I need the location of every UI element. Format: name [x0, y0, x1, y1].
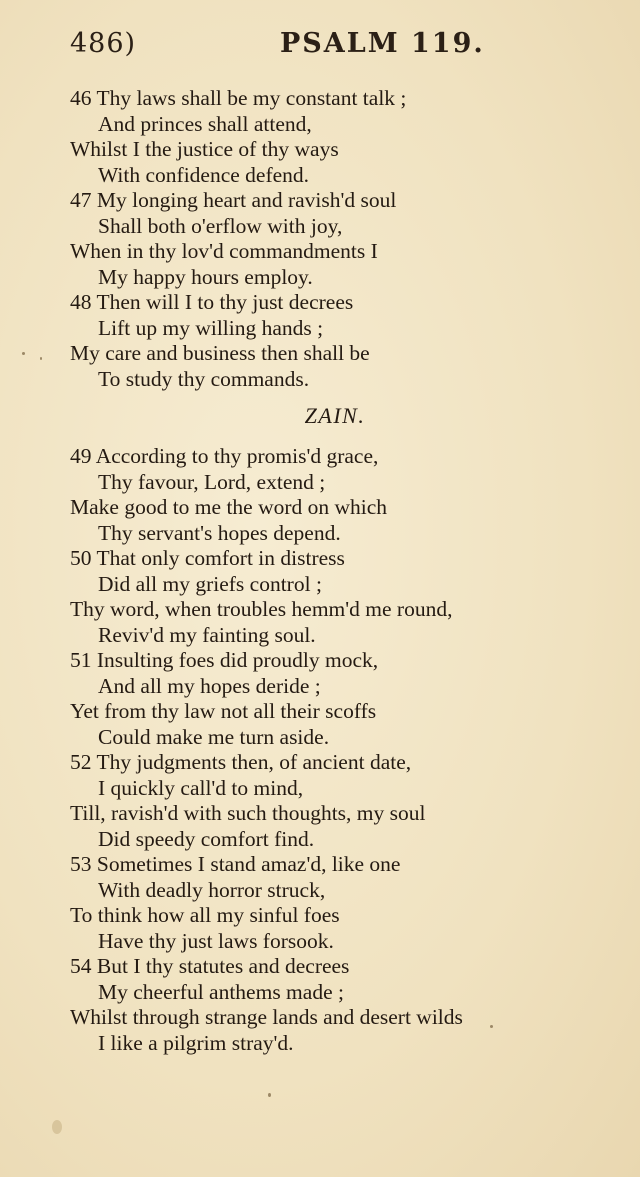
verse-line: 49 According to thy promis'd grace,: [70, 444, 379, 468]
verse-line: Did all my griefs control ;: [98, 571, 322, 596]
verse-line: Could make me turn aside.: [98, 724, 330, 749]
verse-line: My care and business then shall be: [70, 341, 370, 365]
verse-line: Lift up my willing hands ;: [98, 315, 324, 340]
verse-line: And princes shall attend,: [98, 111, 312, 136]
stanza-52: [70, 750, 630, 852]
paper-speck: [40, 357, 42, 360]
verse-line: When in thy lov'd commandments I: [70, 239, 378, 263]
verse-line: Whilst I the justice of thy ways: [70, 137, 339, 161]
verse-line: 52 Thy judgments then, of ancient date,: [70, 750, 412, 774]
paper-speck: [490, 1025, 493, 1028]
paper-speck: [268, 1093, 271, 1097]
verse-line: My cheerful anthems made ;: [98, 979, 344, 1004]
paper-speck: [52, 1120, 62, 1134]
verse-line: My happy hours employ.: [98, 264, 313, 289]
verse-line: Whilst through strange lands and desert wilds: [70, 1005, 463, 1029]
verse-line: I like a pilgrim stray'd.: [98, 1030, 294, 1055]
stanza-54: [70, 954, 630, 1056]
section-heading: ZAIN.: [304, 403, 366, 428]
verse-line: Thy servant's hopes depend.: [98, 520, 341, 545]
verse-line: Thy favour, Lord, extend ;: [98, 469, 326, 494]
verse-line: 50 That only comfort in distress: [70, 546, 345, 570]
verse-line: 48 Then will I to thy just decrees: [70, 290, 354, 314]
verse-line: 47 My longing heart and ravish'd soul: [70, 188, 397, 212]
verse-line: 46 Thy laws shall be my constant talk ;: [70, 86, 407, 110]
verse-line: I quickly call'd to mind,: [98, 775, 304, 800]
verse-line: Reviv'd my fainting soul.: [98, 622, 316, 647]
running-title: PSALM 119.: [280, 28, 485, 59]
page-header: [70, 22, 590, 72]
verse-line: 51 Insulting foes did proudly mock,: [70, 648, 379, 672]
verse-line: Have thy just laws forsook.: [98, 928, 334, 953]
verse-line: With deadly horror struck,: [98, 877, 326, 902]
verse-line: 53 Sometimes I stand amaz'd, like one: [70, 852, 401, 876]
psalm-text: [70, 86, 630, 1056]
stanza-51: [70, 648, 630, 750]
stanza-49: [70, 444, 630, 546]
verse-line: To think how all my sinful foes: [70, 903, 340, 927]
page-number: 486): [70, 28, 137, 59]
verse-line: Yet from thy law not all their scoffs: [70, 699, 377, 723]
stanza-46: [70, 86, 630, 188]
verse-line: Till, ravish'd with such thoughts, my soul: [70, 801, 426, 825]
stanza-53: [70, 852, 630, 954]
verse-line: Shall both o'erflow with joy,: [98, 213, 343, 238]
paper-speck: [22, 352, 25, 355]
verse-line: Thy word, when troubles hemm'd me round,: [70, 597, 453, 621]
stanza-47: [70, 188, 630, 290]
verse-line: With confidence defend.: [98, 162, 310, 187]
verse-line: Make good to me the word on which: [70, 495, 388, 519]
verse-line: To study thy commands.: [98, 366, 310, 391]
verse-line: 54 But I thy statutes and decrees: [70, 954, 350, 978]
verse-line: Did speedy comfort find.: [98, 826, 315, 851]
verse-line: And all my hopes deride ;: [98, 673, 321, 698]
stanza-48: [70, 290, 630, 392]
stanza-50: [70, 546, 630, 648]
